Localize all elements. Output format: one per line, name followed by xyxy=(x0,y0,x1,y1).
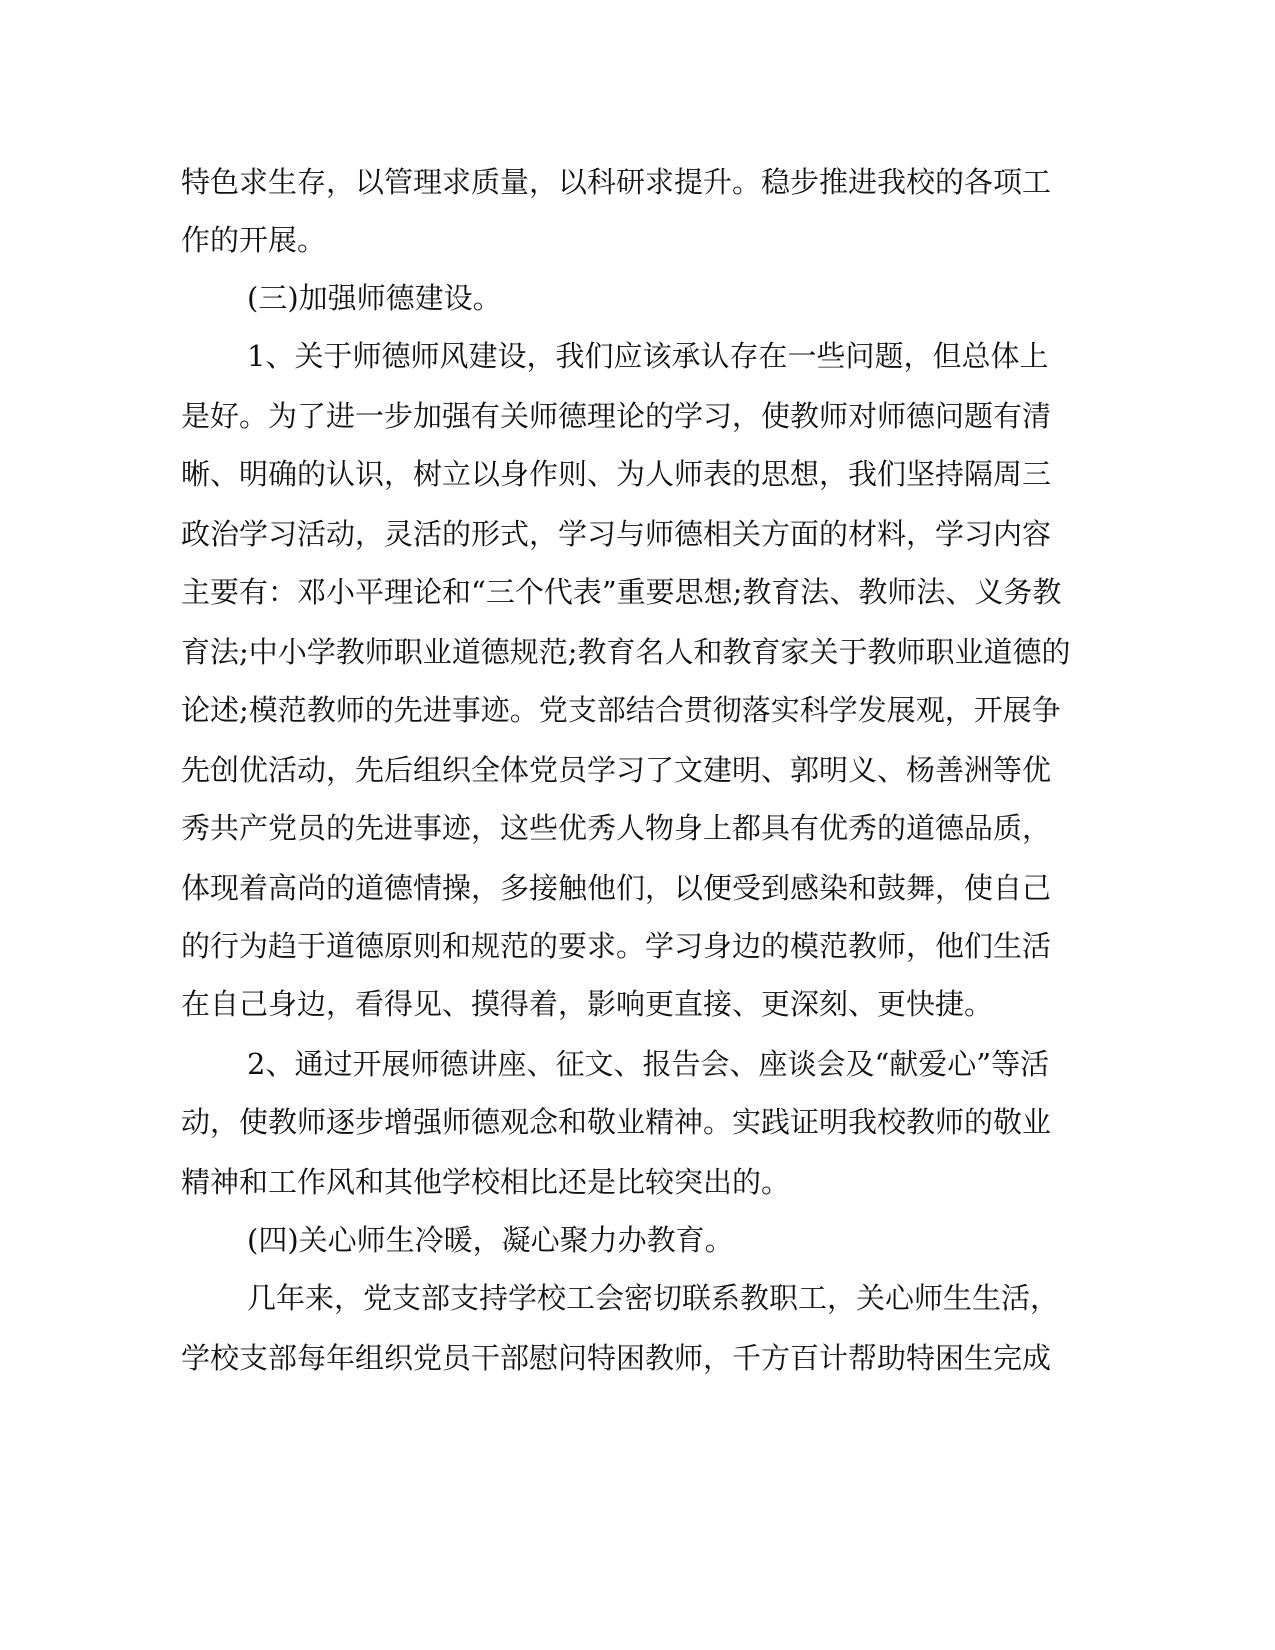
text-line: 论述;模范教师的先进事迹。党支部结合贯彻落实科学发展观，开展争 xyxy=(181,693,1061,727)
text-line: 政治学习活动，灵活的形式，学习与师德相关方面的材料，学习内容 xyxy=(181,517,1052,551)
text-line: 育法;中小学教师职业道德规范;教育名人和教育家关于教师职业道德的 xyxy=(181,635,1071,669)
text-line: 体现着高尚的道德情操，多接触他们，以便受到感染和鼓舞，使自己 xyxy=(181,871,1052,905)
text-line: 精神和工作风和其他学校相比还是比较突出的。 xyxy=(181,1165,791,1199)
section-heading: (四)关心师生冷暖，凝心聚力办教育。 xyxy=(247,1223,734,1257)
text-line: 动，使教师逐步增强师德观念和敬业精神。实践证明我校教师的敬业 xyxy=(181,1105,1052,1139)
text-line: 主要有：邓小平理论和“三个代表”重要思想;教育法、教师法、义务教 xyxy=(181,575,1062,609)
paragraph-start: 2、通过开展师德讲座、征文、报告会、座谈会及“献爱心”等活 xyxy=(247,1047,1050,1081)
section-heading: (三)加强师德建设。 xyxy=(247,281,502,315)
paragraph-start: 几年来，党支部支持学校工会密切联系教职工，关心师生生活， xyxy=(247,1281,1060,1315)
text-line: 作的开展。 xyxy=(181,223,327,257)
text-line: 在自己身边，看得见、摸得着，影响更直接、更深刻、更快捷。 xyxy=(181,987,994,1021)
text-line: 是好。为了进一步加强有关师德理论的学习，使教师对师德问题有清 xyxy=(181,399,1052,433)
paragraph-start: 1、关于师德师风建设，我们应该承认存在一些问题，但总体上 xyxy=(247,339,1049,373)
text-line: 学校支部每年组织党员干部慰问特困教师，千方百计帮助特困生完成 xyxy=(181,1341,1052,1375)
text-line: 晰、明确的认识，树立以身作则、为人师表的思想，我们坚持隔周三 xyxy=(181,457,1052,491)
text-line: 特色求生存，以管理求质量，以科研求提升。稳步推进我校的各项工 xyxy=(181,165,1052,199)
text-line: 先创优活动，先后组织全体党员学习了文建明、郭明义、杨善洲等优 xyxy=(181,753,1052,787)
text-line: 秀共产党员的先进事迹，这些优秀人物身上都具有优秀的道德品质， xyxy=(181,811,1052,845)
text-line: 的行为趋于道德原则和规范的要求。学习身边的模范教师，他们生活 xyxy=(181,929,1052,963)
